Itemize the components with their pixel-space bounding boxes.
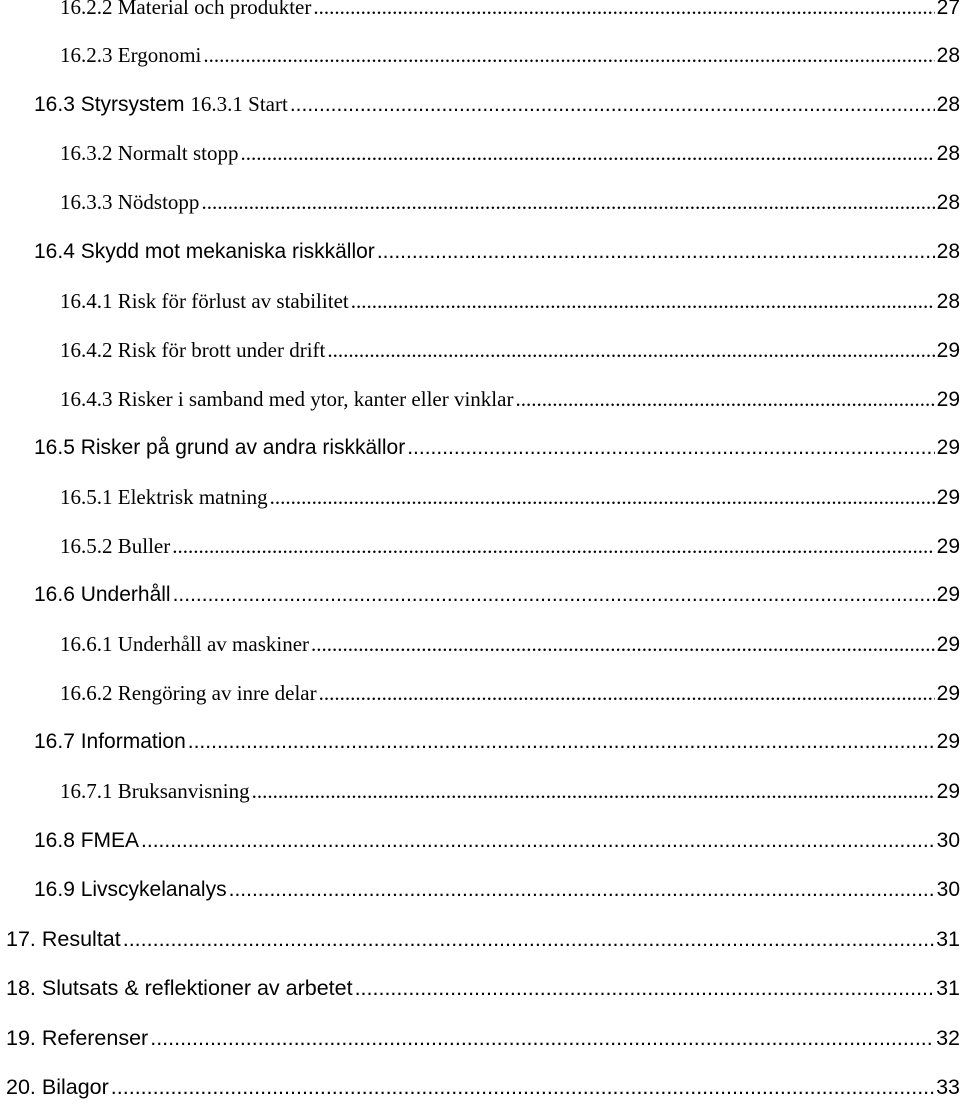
toc-entry-page: 29 — [936, 730, 960, 753]
toc-entry-page: 29 — [936, 583, 960, 606]
toc-entry-16-5-1[interactable] — [60, 485, 960, 525]
toc-entry-title: 17. Resultat — [6, 927, 121, 951]
toc-dot-leader — [515, 387, 934, 412]
toc-entry-page: 29 — [936, 535, 960, 558]
toc-dot-leader — [407, 436, 934, 460]
toc-entry-title: 16.7.1 Bruksanvisning — [60, 779, 250, 803]
toc-entry-17[interactable] — [6, 927, 960, 967]
toc-entry-page: 33 — [936, 1075, 960, 1099]
toc-entry-16-4-3[interactable] — [60, 387, 960, 427]
toc-dot-leader — [313, 0, 934, 20]
toc-entry-16-7-1[interactable] — [60, 779, 960, 819]
toc-entry-title: 16.6.2 Rengöring av inre delar — [60, 681, 317, 705]
toc-entry-title: 16.8 FMEA — [34, 829, 140, 852]
toc-entry-title: 18. Slutsats & reflektioner av arbetet — [6, 976, 353, 1000]
toc-dot-leader — [270, 485, 935, 510]
toc-dot-leader — [290, 93, 935, 117]
toc-entry-page: 28 — [936, 44, 960, 67]
toc-entry-16-7[interactable] — [34, 730, 960, 770]
toc-entry-page: 29 — [936, 633, 960, 656]
toc-dot-leader — [229, 878, 935, 902]
toc-entry-page: 28 — [936, 240, 960, 263]
toc-entry-title — [34, 92, 288, 117]
toc-entry-title: 16.4.2 Risk för brott under drift — [60, 338, 326, 362]
toc-entry-title: 16.7 Information — [34, 730, 186, 753]
toc-dot-leader — [377, 240, 935, 264]
toc-entry-title: 20. Bilagor — [6, 1075, 109, 1099]
toc-entry-title: 16.5.2 Buller — [60, 534, 171, 558]
toc-entry-page: 30 — [936, 878, 960, 901]
toc-entry-page: 31 — [936, 976, 960, 1000]
toc-entry-page: 32 — [936, 1026, 960, 1050]
toc-entry-16-4-2[interactable] — [60, 338, 960, 378]
toc-entry-16-5-2[interactable] — [60, 534, 960, 574]
toc-entry-page: 28 — [936, 93, 960, 116]
toc-entry-page: 28 — [936, 191, 960, 214]
toc-dot-leader — [111, 1075, 934, 1100]
toc-entry-title: 16.2.3 Ergonomi — [60, 43, 202, 67]
toc-entry-title: 16.5 Risker på grund av andra riskkällor — [34, 436, 406, 459]
toc-dot-leader — [327, 338, 934, 363]
toc-entry-page: 29 — [936, 486, 960, 509]
toc-entry-18[interactable] — [6, 976, 960, 1016]
toc-dot-leader — [172, 534, 934, 559]
toc-entry-16-3-3[interactable] — [60, 190, 960, 230]
toc-entry-title-part-1: 16.3 Styrsystem — [34, 93, 191, 116]
toc-dot-leader — [351, 289, 935, 314]
toc-entry-page: 30 — [936, 829, 960, 852]
toc-entry-title: 16.6.1 Underhåll av maskiner — [60, 632, 310, 656]
toc-entry-19[interactable] — [6, 1026, 960, 1066]
toc-entry-16-5[interactable] — [34, 436, 960, 476]
toc-entry-title: 16.4.3 Risker i samband med ytor, kanter eller vinklar — [60, 387, 514, 411]
toc-dot-leader — [150, 1026, 934, 1051]
toc-dot-leader — [311, 632, 935, 657]
toc-entry-title: 16.4.1 Risk för förlust av stabilitet — [60, 289, 349, 313]
toc-entry-page: 29 — [936, 682, 960, 705]
toc-entry-title: 16.3.2 Normalt stopp — [60, 141, 239, 165]
toc-entry-16-8[interactable] — [34, 829, 960, 869]
toc-dot-leader — [252, 779, 935, 804]
toc-entry-title: 16.4 Skydd mot mekaniska riskkällor — [34, 240, 375, 263]
toc-dot-leader — [123, 927, 934, 952]
toc-entry-title-part-2: 16.3.1 Start — [190, 92, 288, 116]
toc-dot-leader — [241, 141, 935, 166]
toc-entry-page: 29 — [936, 388, 960, 411]
toc-entry-page: 29 — [936, 339, 960, 362]
toc-entry-16-3[interactable] — [34, 92, 960, 132]
toc-dot-leader — [173, 583, 935, 607]
toc-entry-page: 29 — [936, 436, 960, 459]
toc-entry-16-4[interactable] — [34, 240, 960, 280]
toc-entry-16-9[interactable] — [34, 878, 960, 918]
toc-entry-title: 16.9 Livscykelanalys — [34, 878, 227, 901]
toc-entry-page: 28 — [936, 290, 960, 313]
toc-entry-16-6-1[interactable] — [60, 632, 960, 672]
toc-entry-16-4-1[interactable] — [60, 289, 960, 329]
toc-dot-leader — [203, 43, 934, 68]
toc-entry-page: 27 — [936, 0, 960, 19]
toc-dot-leader — [141, 829, 935, 853]
toc-dot-leader — [188, 730, 935, 754]
toc-entry-page: 29 — [936, 780, 960, 803]
toc-entry-title: 16.2.2 Material och produkter — [60, 0, 312, 19]
toc-entry-title: 16.6 Underhåll — [34, 583, 171, 606]
toc-entry-16-3-2[interactable] — [60, 141, 960, 181]
toc-entry-page: 28 — [936, 142, 960, 165]
toc-entry-title: 16.5.1 Elektrisk matning — [60, 485, 268, 509]
toc-entry-20[interactable] — [6, 1075, 960, 1115]
toc-entry-16-6-2[interactable] — [60, 681, 960, 721]
toc-entry-16-2-3[interactable] — [60, 43, 960, 83]
toc-entry-title: 19. Referenser — [6, 1026, 149, 1050]
toc-entry-page: 31 — [936, 927, 960, 951]
toc-dot-leader — [201, 190, 934, 215]
toc-entry-title: 16.3.3 Nödstopp — [60, 190, 200, 214]
toc-entry-16-6[interactable] — [34, 583, 960, 623]
toc-entry-16-2-2[interactable] — [60, 0, 960, 35]
toc-dot-leader — [319, 681, 935, 706]
toc-dot-leader — [355, 976, 935, 1001]
